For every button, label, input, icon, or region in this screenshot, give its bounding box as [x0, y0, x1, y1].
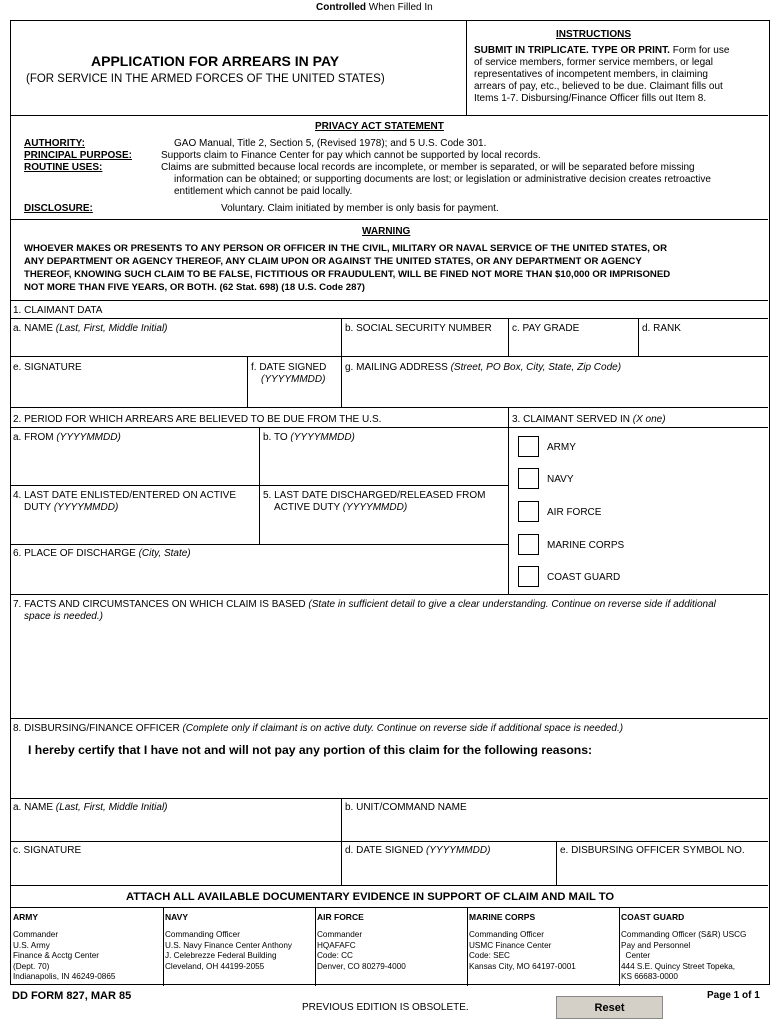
air-force-checkbox[interactable]	[518, 501, 539, 522]
controlled-note	[316, 2, 433, 14]
instructions-heading: INSTRUCTIONS	[556, 29, 631, 40]
section-5-line-2	[274, 502, 407, 514]
pay-grade-label: c. PAY GRADE	[512, 323, 580, 334]
section-8-heading	[13, 723, 623, 735]
section-3-heading	[512, 414, 666, 426]
form-subtitle: (FOR SERVICE IN THE ARMED FORCES OF THE UNITED STATES)	[26, 73, 385, 85]
name-field-label	[13, 323, 168, 335]
authority-label: AUTHORITY:	[24, 138, 85, 149]
officer-name-hint: (Last, First, Middle Initial)	[55, 802, 168, 813]
ssn-label: b. SOCIAL SECURITY NUMBER	[345, 323, 492, 334]
mail-coast-guard-line-1: Commanding Officer (S&R) USCG	[621, 930, 747, 939]
from-hint: (YYYYMMDD)	[56, 432, 121, 443]
instructions-line-3: representatives of incompetent members, in claiming	[474, 69, 708, 80]
section-1-heading: 1. CLAIMANT DATA	[13, 305, 103, 316]
section-8-hint: (Complete only if claimant is on active duty. Continue on reverse side if additional space is needed.)	[182, 723, 624, 734]
date-signed-hint: (YYYYMMDD)	[261, 374, 326, 385]
warning-line-1: WHOEVER MAKES OR PRESENTS TO ANY PERSON OR OFFICER IN THE CIVIL, MILITARY OR NAVAL SERVICE OF THE UNITED STATES, OR	[24, 243, 668, 254]
authority-text: GAO Manual, Title 2, Section 5, (Revised 1978); and 5 U.S. Code 301.	[174, 138, 487, 149]
mail-coast-guard-line-2: Pay and Personnel	[621, 940, 691, 950]
section-4-hint: (YYYYMMDD)	[53, 502, 119, 513]
rank-label: d. RANK	[642, 323, 681, 334]
mail-navy-name: NAVY	[165, 912, 188, 922]
routine-text-3: entitlement which cannot be paid locally.	[174, 186, 353, 197]
officer-date-hint: (YYYYMMDD)	[425, 845, 491, 856]
from-label: a. FROM	[13, 432, 57, 443]
mail-navy-line-1: Commanding Officer	[165, 930, 240, 939]
mail-air-force-line-3: Code: CC	[317, 951, 353, 961]
instructions-line-2: of service members, former service members, or legal	[474, 57, 713, 68]
purpose-text: Supports claim to Finance Center for pay which cannot be supported by local records.	[161, 150, 541, 161]
mail-marine-corps-line-3: Code: SEC	[469, 951, 510, 961]
instructions-line-5: Items 1-7. Disbursing/Finance Officer fills out Item 8.	[474, 93, 707, 104]
warning-line-4: NOT MORE THAN FIVE YEARS, OR BOTH. (62 Stat. 698) (18 U.S. Code 287)	[24, 282, 365, 293]
section-5-hint: (YYYYMMDD)	[342, 502, 408, 513]
controlled-word: Controlled	[316, 2, 366, 13]
section-2-heading: 2. PERIOD FOR WHICH ARREARS ARE BELIEVED TO BE DUE FROM THE U.S.	[13, 414, 382, 425]
place-of-discharge-label	[13, 548, 191, 560]
mail-marine-corps-line-2: USMC Finance Center	[469, 940, 552, 950]
disclosure-text: Voluntary. Claim initiated by member is only basis for payment.	[221, 203, 499, 214]
warning-line-3: THEREOF, KNOWING SUCH CLAIM TO BE FALSE, FICTITIOUS OR FRAUDULENT, WILL BE FINED NOT MORE THAN $10,000 OR IMPRISONED	[24, 269, 671, 280]
mail-air-force-line-4: Denver, CO 80279-4000	[317, 961, 406, 971]
mail-army-line-1: Commander	[13, 930, 59, 939]
section-4-line-2	[24, 502, 118, 514]
mail-army-line-4: (Dept. 70)	[13, 961, 50, 971]
date-signed-label: f. DATE SIGNED	[251, 362, 327, 373]
controlled-suffix: When Filled In	[366, 2, 433, 13]
officer-name-label	[13, 802, 168, 814]
section-4-duty: DUTY	[24, 502, 54, 513]
signature-label: e. SIGNATURE	[13, 362, 82, 373]
mail-heading: ATTACH ALL AVAILABLE DOCUMENTARY EVIDENCE IN SUPPORT OF CLAIM AND MAIL TO	[126, 891, 615, 903]
instructions-line-1	[474, 45, 729, 57]
coast-guard-checkbox[interactable]	[518, 566, 539, 587]
mail-army-name: ARMY	[13, 912, 39, 922]
mail-marine-corps-name: MARINE CORPS	[469, 912, 536, 922]
mail-coast-guard-name: COAST GUARD	[621, 912, 685, 922]
routine-label: ROUTINE USES:	[24, 162, 103, 173]
coast-guard-option-label: COAST GUARD	[547, 572, 621, 583]
officer-date-text: d. DATE SIGNED	[345, 845, 426, 856]
officer-symbol-label: e. DISBURSING OFFICER SYMBOL NO.	[560, 845, 745, 856]
to-label: b. TO	[263, 432, 291, 443]
mail-air-force-line-2: HQAFAFC	[317, 940, 356, 950]
instructions-lead: SUBMIT IN TRIPLICATE. TYPE OR PRINT.	[474, 45, 670, 56]
to-hint: (YYYYMMDD)	[290, 432, 355, 443]
officer-name-text: a. NAME	[13, 802, 56, 813]
section-7-line-1	[13, 599, 716, 611]
army-checkbox[interactable]	[518, 436, 539, 457]
warning-line-2: ANY DEPARTMENT OR AGENCY THEREOF, ANY CLAIM UPON OR AGAINST THE UNITED STATES, OR ANY DEPARTMENT OR AGENCY	[24, 256, 642, 267]
form-id: DD FORM 827, MAR 85	[12, 990, 132, 1002]
mailing-address-field-label	[345, 362, 621, 374]
mail-army-line-5: Indianapolis, IN 46249-0865	[13, 972, 116, 982]
section-4-line-1: 4. LAST DATE ENLISTED/ENTERED ON ACTIVE	[13, 490, 237, 501]
mail-army-line-2: U.S. Army	[13, 940, 50, 950]
name-label: a. NAME	[13, 323, 56, 334]
facts-input-area[interactable]	[15, 625, 764, 715]
purpose-label: PRINCIPAL PURPOSE:	[24, 150, 132, 161]
mail-coast-guard-line-5: KS 66683-0000	[621, 972, 678, 982]
routine-text-2: information can be obtained; or supporting documents are lost; or legislation or administrative decision creates retroactive	[174, 174, 711, 185]
privacy-heading: PRIVACY ACT STATEMENT	[315, 121, 444, 132]
mail-navy-line-2: U.S. Navy Finance Center Anthony	[165, 940, 292, 950]
mail-army-line-3: Finance & Acctg Center	[13, 951, 100, 961]
from-date-label	[13, 432, 121, 444]
navy-option-label: NAVY	[547, 474, 574, 485]
mailing-label: g. MAILING ADDRESS	[345, 362, 451, 373]
unit-command-label: b. UNIT/COMMAND NAME	[345, 802, 467, 813]
mail-air-force-line-1: Commander	[317, 930, 363, 939]
officer-date-label	[345, 845, 490, 857]
section-3-hint: (X one)	[632, 414, 666, 425]
section-7-hint-1: (State in sufficient detail to give a clear understanding. Continue on reverse side if additional	[308, 599, 716, 610]
mailing-hint: (Street, PO Box, City, State, Zip Code)	[450, 362, 622, 373]
section-3-label: 3. CLAIMANT SERVED IN	[512, 414, 633, 425]
army-option-label: ARMY	[547, 442, 576, 453]
section-5-duty: ACTIVE DUTY	[274, 502, 343, 513]
mail-coast-guard-line-3: Center	[621, 951, 651, 961]
section-8-label: 8. DISBURSING/FINANCE OFFICER	[13, 723, 183, 734]
reset-button[interactable]: Reset	[556, 996, 663, 1019]
instructions-line-4: arrears of pay, etc., believed to be due. Claimant fills out	[474, 81, 723, 92]
navy-checkbox[interactable]	[518, 468, 539, 489]
air-force-option-label: AIR FORCE	[547, 507, 602, 518]
to-date-label	[263, 432, 355, 444]
certify-statement: I hereby certify that I have not and will not pay any portion of this claim for the following reasons:	[28, 743, 593, 757]
warning-heading: WARNING	[362, 226, 411, 237]
mail-coast-guard-line-4: 444 S.E. Quincy Street Topeka,	[621, 961, 736, 971]
form-title: APPLICATION FOR ARREARS IN PAY	[91, 53, 340, 69]
mail-marine-corps-line-1: Commanding Officer	[469, 930, 544, 939]
place-hint: (City, State)	[138, 548, 191, 559]
section-7-hint-2: space is needed.)	[24, 611, 103, 622]
place-label: 6. PLACE OF DISCHARGE	[13, 548, 139, 559]
dd-form-827	[10, 20, 770, 985]
mail-navy-line-4: Cleveland, OH 44199-2055	[165, 961, 265, 971]
page-indicator: Page 1 of 1	[707, 990, 760, 1001]
marine-corps-checkbox[interactable]	[518, 534, 539, 555]
mail-marine-corps-line-4: Kansas City, MO 64197-0001	[469, 961, 576, 971]
name-hint: (Last, First, Middle Initial)	[55, 323, 168, 334]
instructions-line-1-text: Form for use	[669, 45, 730, 56]
disclosure-label: DISCLOSURE:	[24, 203, 93, 214]
obsolete-note: PREVIOUS EDITION IS OBSOLETE.	[302, 1002, 469, 1013]
mail-air-force-name: AIR FORCE	[317, 912, 364, 922]
marine-corps-option-label: MARINE CORPS	[547, 540, 625, 551]
section-5-line-1: 5. LAST DATE DISCHARGED/RELEASED FROM	[263, 490, 486, 501]
routine-text-1: Claims are submitted because local records are incomplete, or member is separated, or will be separated before missing	[161, 162, 695, 173]
mail-navy-line-3: J. Celebrezze Federal Building	[165, 951, 277, 961]
officer-signature-label: c. SIGNATURE	[13, 845, 82, 856]
section-7-label: 7. FACTS AND CIRCUMSTANCES ON WHICH CLAIM IS BASED	[13, 599, 309, 610]
